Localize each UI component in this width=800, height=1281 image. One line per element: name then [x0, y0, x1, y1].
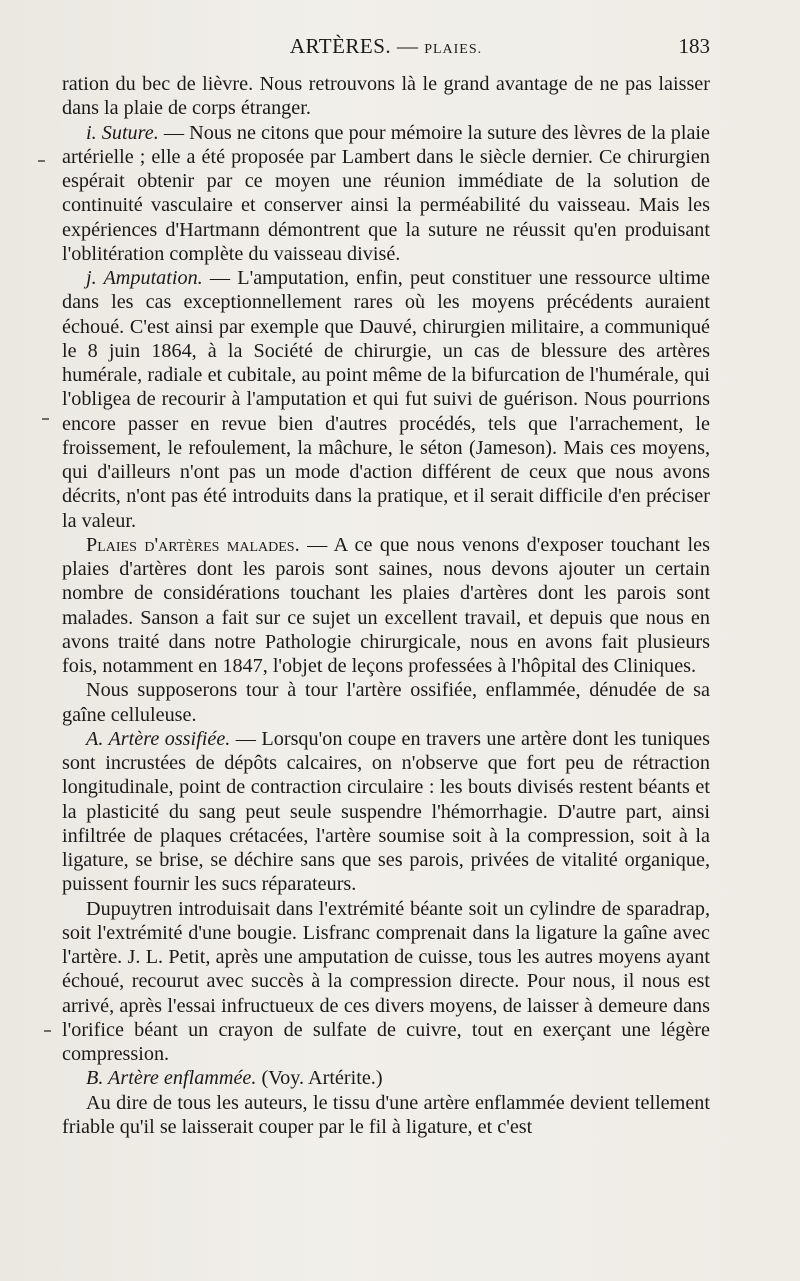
- paragraph-text: — L'amputation, enfin, peut constituer une ressource ultime dans les cas exceptionnellement rares où les moyens précédents auraient échoué. C'est ainsi par exemple que Dauvé, chirurgien militaire, a communiqué le 8 juin 1864, à la Société de chirurgie, un cas de blessure des artères humérale, radiale et cubitale, au point même de la bifurcation de l'humérale, qui l'obligea de recourir à l'amputation et qui fut suivi de guérison. Nous pourrions encore passer en revue bien d'autres procédés, tels que l'arrachement, le froissement, le refoulement, la mâchure, le séton (Jameson). Mais ces moyens, qui d'ailleurs n'ont pas un mode d'action différent de ceux que nous avons décrits, n'ont pas été introduits dans la pratique, et il serait difficile d'en préciser la valeur.: [62, 267, 710, 532]
- margin-speck: [44, 1030, 51, 1032]
- paragraph: [62, 727, 710, 897]
- paragraph: [62, 1066, 710, 1090]
- paragraph-text: (Voy. Artérite.): [256, 1067, 383, 1090]
- paragraph-lead: j. Amputation.: [86, 267, 203, 289]
- paragraph-lead: i. Suture.: [86, 121, 159, 144]
- paragraph: [62, 266, 710, 533]
- paragraph: [62, 533, 710, 679]
- margin-speck: [42, 418, 49, 420]
- running-title-sub: PLAIES.: [424, 42, 483, 57]
- margin-speck: [38, 160, 45, 162]
- paragraph-text: ration du bec de lièvre. Nous retrouvons là le grand avantage de ne pas laisser dans la plaie de corps étranger.: [62, 73, 710, 120]
- paragraph-lead: A. Artère ossifiée.: [86, 727, 231, 750]
- paragraph: [62, 72, 710, 121]
- paragraph-text: Nous supposerons tour à tour l'artère ossifiée, enflammée, dénudée de sa gaîne celluleuse.: [62, 679, 710, 726]
- running-title: [62, 34, 710, 59]
- paragraph: [62, 1091, 710, 1140]
- paragraph-text: — A ce que nous venons d'exposer touchant les plaies d'artères dont les parois sont saines, nous devons ajouter un certain nombre de considérations touchant les plaies d'artères dont les parois sont malades. Sanson a fait sur ce sujet un excellent travail, et depuis que nous en avons traité dans notre Pathologie chirurgicale, nous en avons fait plusieurs fois, notamment en 1847, l'objet de leçons professées à l'hôpital des Cliniques.: [62, 533, 710, 677]
- paragraph: [62, 897, 710, 1067]
- running-title-separator: —: [391, 34, 425, 58]
- page-number: 183: [678, 34, 710, 58]
- paragraph-text: Dupuytren introduisait dans l'extrémité béante soit un cylindre de sparadrap, soit l'extrémité d'une bougie. Lisfranc comprenait dans la ligature la gaîne avec l'artère. J. L. Petit, après une amputation de cuisse, tous les autres moyens ayant échoué, recourut avec succès à la compression directe. Pour nous, il nous est arrivé, après l'essai infructueux de ces divers moyens, de laisser à demeure dans l'orifice béant un crayon de sulfate de cuivre, tout en exerçant une légère compression.: [62, 897, 710, 1065]
- body-text: [62, 72, 710, 1139]
- paragraph-text: — Nous ne citons que pour mémoire la suture des lèvres de la plaie artérielle ; elle a été proposée par Lambert dans le siècle dernier. Ce chirurgien espérait obtenir par ce moyen une réunion immédiate de la solution de continuité vasculaire et conserver ainsi la perméabilité du vaisseau. Mais les expériences d'Hartmann démontrent que la suture ne réussit qu'en produisant l'oblitération complète du vaisseau divisé.: [62, 121, 710, 265]
- paragraph-text: Au dire de tous les auteurs, le tissu d'une artère enflammée devient tellement friable qu'il se laisserait couper par le fil à ligature, et c'est: [62, 1091, 710, 1138]
- running-title-main: ARTÈRES.: [289, 34, 392, 58]
- paragraph: [62, 678, 710, 727]
- paragraph-lead: Plaies d'artères malades.: [86, 533, 300, 556]
- paragraph-text: — Lorsqu'on coupe en travers une artère dont les tuniques sont incrustées de dépôts calcaires, on n'observe que fort peu de rétraction longitudinale, point de contraction circulaire : les bouts divisés restent béants et la plasticité du sang peut seule suspendre l'hémorrhagie. D'autre part, ainsi infiltrée de plaques crétacées, l'artère soumise soit à la compression, soit à la ligature, se brise, se déchire sans que ses parois, privées de vitalité organique, puissent fournir les sucs réparateurs.: [62, 727, 710, 896]
- paragraph: [62, 121, 710, 267]
- paragraph-lead: B. Artère enflammée.: [86, 1067, 257, 1090]
- running-header: [62, 34, 710, 64]
